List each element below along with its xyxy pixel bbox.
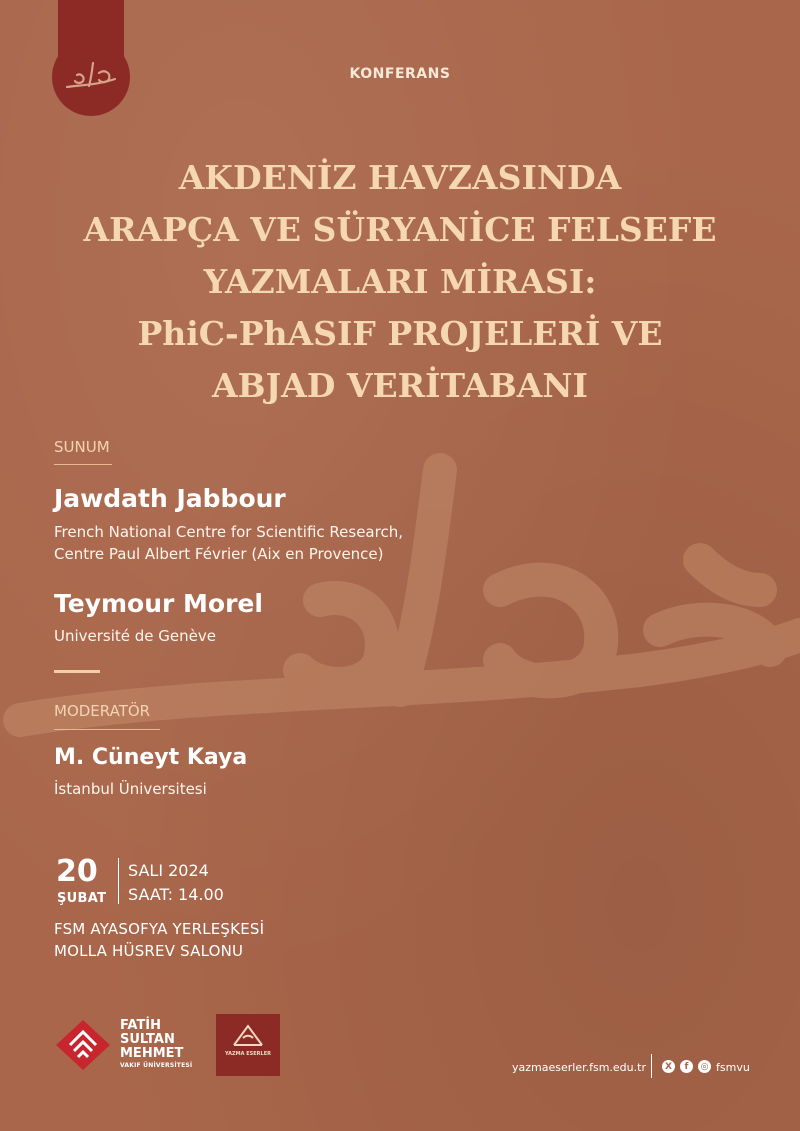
footer-separator <box>651 1054 652 1078</box>
affiliation-line: French National Centre for Scientific Research, <box>54 523 403 541</box>
university-name-line: MEHMET <box>120 1046 184 1061</box>
affiliation-line: Centre Paul Albert Février (Aix en Provence) <box>54 545 384 563</box>
date-separator <box>118 858 119 904</box>
manuscripts-center-logo <box>216 1014 280 1076</box>
event-weekday-year: SALI 2024 <box>128 861 209 880</box>
presenters-rule <box>54 464 112 465</box>
title-line: YAZMALARI MİRASI: <box>203 262 597 301</box>
venue-line: MOLLA HÜSREV SALONU <box>54 942 244 960</box>
presenter-name: Teymour Morel <box>54 589 263 618</box>
presenters-label: SUNUM <box>54 438 110 456</box>
university-name <box>120 1019 192 1070</box>
event-time: SAAT: 14.00 <box>128 885 224 904</box>
presenter-affiliation <box>54 521 403 565</box>
affiliation-line: Université de Genève <box>54 627 216 645</box>
title-line: PhiC-PhASIF PROJELERİ VE <box>137 314 663 353</box>
university-logo-icon <box>52 1018 114 1072</box>
facebook-icon[interactable]: f <box>680 1060 693 1073</box>
title-line: AKDENİZ HAVZASINDA <box>178 158 622 197</box>
presenter-name: Jawdath Jabbour <box>54 484 286 513</box>
event-day: 20 <box>56 854 98 889</box>
event-month: ŞUBAT <box>57 891 107 906</box>
section-divider <box>54 670 100 673</box>
manuscripts-center-caption: YAZMA ESERLER <box>225 1051 271 1057</box>
x-icon[interactable]: X <box>662 1060 675 1073</box>
website-link[interactable]: yazmaeserler.fsm.edu.tr <box>512 1061 646 1074</box>
manuscripts-center-icon <box>231 1022 265 1048</box>
university-subtitle: VAKIF ÜNİVERSİTESİ <box>120 1062 193 1069</box>
presenter-affiliation <box>54 625 216 647</box>
social-handle[interactable]: fsmvu <box>716 1061 750 1074</box>
title-line: ABJAD VERİTABANI <box>212 366 588 405</box>
venue-line: FSM AYASOFYA YERLEŞKESİ <box>54 920 265 938</box>
event-type-label: KONFERANS <box>349 66 451 82</box>
university-name-line: SULTAN <box>120 1032 175 1047</box>
university-name-line: FATİH <box>120 1018 162 1033</box>
moderator-label: MODERATÖR <box>54 702 151 720</box>
moderator-name: M. Cüneyt Kaya <box>54 745 248 770</box>
instagram-icon[interactable]: ◎ <box>698 1060 711 1073</box>
title-line: ARAPÇA VE SÜRYANİCE FELSEFE <box>83 210 717 249</box>
moderator-rule <box>54 729 160 730</box>
event-title <box>30 152 770 412</box>
moderator-affiliation: İstanbul Üniversitesi <box>54 780 207 798</box>
